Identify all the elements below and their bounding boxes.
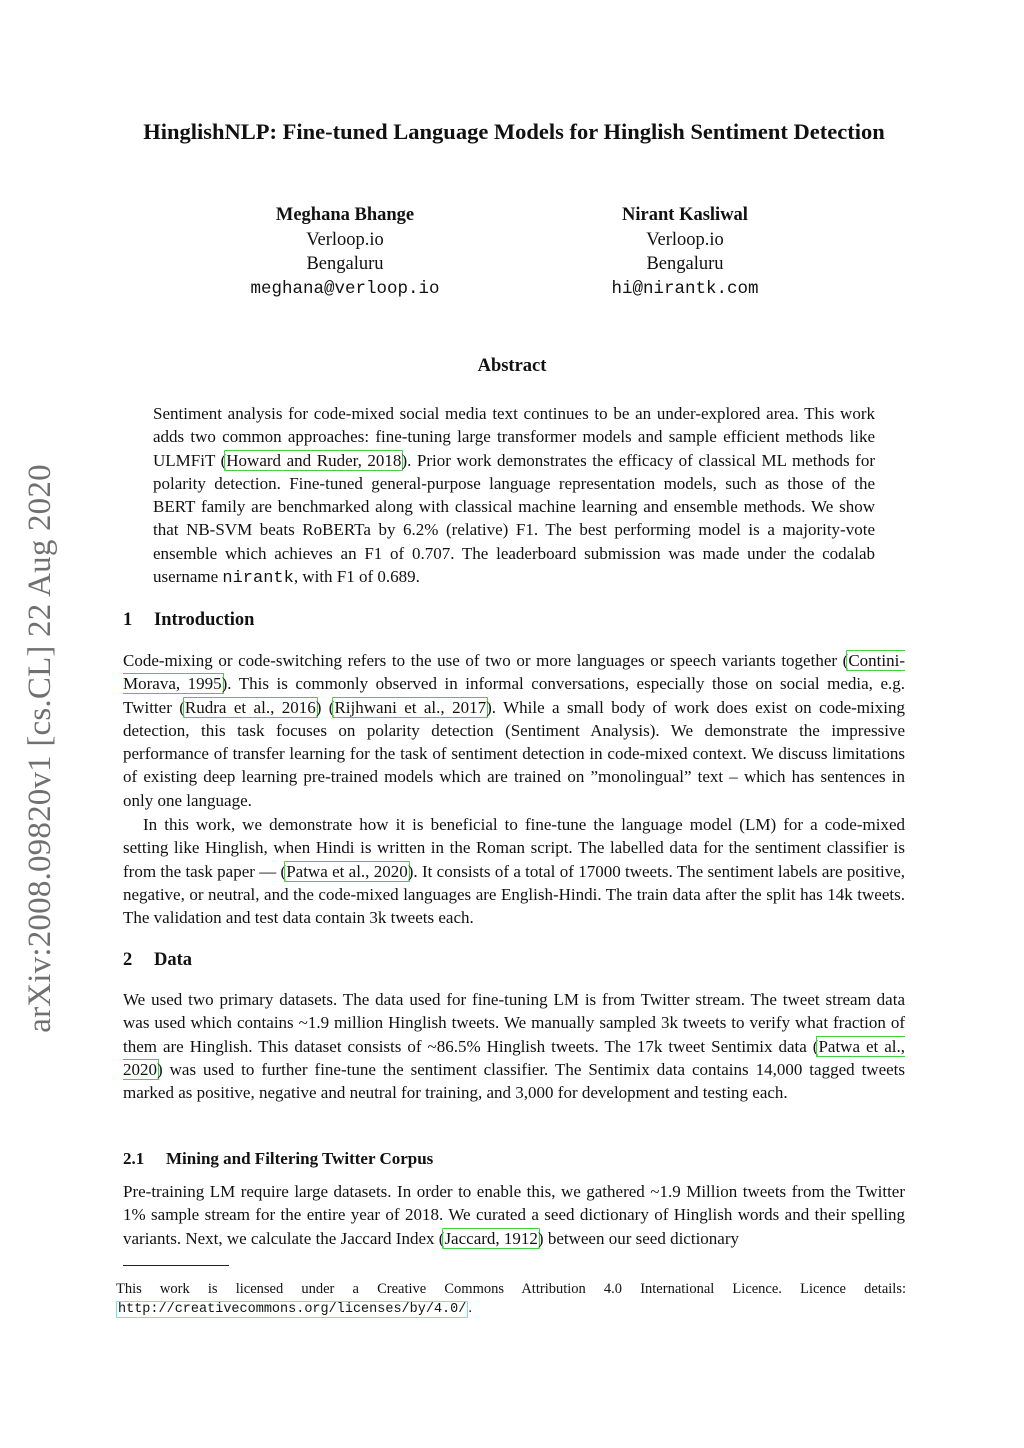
- citation-link[interactable]: Jaccard, 1912: [444, 1228, 538, 1248]
- section-title: Introduction: [154, 610, 255, 630]
- codalab-username: nirantk: [222, 569, 294, 589]
- citation-link[interactable]: Rudra et al., 2016: [184, 697, 316, 717]
- abstract-text: , with F1 of 0.689.: [293, 567, 420, 587]
- intro-paragraph-2: [123, 813, 905, 929]
- body-text: We used two primary datasets. The data used for fine-tuning LM is from Twitter stream. The tweet stream data was used which contains ~1.9 million Hinglish tweets. We manually sampled 3k tweets to verify what fraction of them are Hinglish. This dataset consists of ~86.5% Hinglish tweets. The 17k tweet Sentimix data (: [123, 990, 905, 1056]
- abstract-text: ). Prior work demonstrates the efficacy of classical ML methods for polarity detection. Fine-tuned general-purpose language representation models, such as those of the BERT family are benchmarked along with classical machine learning and ensemble methods. We show that NB-SVM beats RoBERTa by 6.2% (relative) F1. The best performing model is a majority-vote ensemble which achieves an F1 of 0.707. The leaderboard submission was made under the codalab username: [153, 450, 875, 587]
- data-paragraph-1: [123, 988, 905, 1104]
- body-text: ). While a small body of work does exist on code-mixing detection, this task focuses on polarity detection (Sentiment Analysis). We demonstrate the impressive performance of transfer learning for the task of sentiment detection in code-mixed context. We discuss limitations of existing deep learning pre-trained models which are trained on ”monolingual” text – which has sentences in only one language.: [123, 697, 905, 810]
- mining-paragraph-1: [123, 1180, 905, 1250]
- author-block-1: [195, 203, 495, 301]
- body-text: In this work, we demonstrate how it is beneficial to fine-tune the language model (LM) for a code-mixed setting like Hinglish, when Hindi is written in the Roman script. The labelled data for the sentiment classifier is from the task paper — (: [123, 815, 905, 881]
- author-city: Bengaluru: [646, 254, 724, 274]
- intro-paragraph-1: [123, 649, 905, 812]
- body-text: Code-mixing or code-switching refers to the use of two or more languages or speech variants together (: [123, 651, 849, 670]
- section-number: 1: [123, 610, 133, 630]
- footnote-text: This work is licensed under a Creative Commons Attribution 4.0 International Licence. Licence details:: [116, 1281, 906, 1297]
- author-name: Meghana Bhange: [275, 205, 415, 225]
- citation-link[interactable]: Patwa et al., 2020: [123, 1036, 905, 1079]
- author-affiliation: Verloop.io: [306, 229, 384, 250]
- author-affiliation: Verloop.io: [646, 229, 724, 250]
- footnote-text-end: .: [468, 1300, 472, 1316]
- subsection-number: 2.1: [123, 1149, 145, 1168]
- citation-link[interactable]: Rijhwani et al., 2017: [334, 697, 487, 717]
- body-text: ). This is commonly observed in informal conversations, especially those on social media, e.g. Twitter (: [123, 674, 905, 717]
- author-email[interactable]: meghana@verloop.io: [250, 278, 440, 299]
- abstract-text: Sentiment analysis for code-mixed social media text continues to be an under-explored area. This work adds two common approaches: fine-tuning large transformer models and sample efficient methods like ULMFiT (: [153, 404, 875, 470]
- subsection-title: Mining and Filtering Twitter Corpus: [166, 1149, 434, 1168]
- footnote-divider: [123, 1265, 229, 1266]
- subsection-heading-mining: [123, 1149, 433, 1169]
- body-text: ). It consists of a total of 17000 tweets. The sentiment labels are positive, negative, or neutral, and the code-mixed languages are English-Hindi. The train data after the split has 14k tweets. The validation and test data contain 3k tweets each.: [123, 861, 905, 928]
- license-url-link[interactable]: http://creativecommons.org/licenses/by/4.0/: [118, 1302, 467, 1317]
- abstract-heading: Abstract: [477, 356, 547, 376]
- body-text: ) was used to further fine-tune the sentiment classifier. The Sentimix data contains 14,000 tagged tweets marked as positive, negative and neutral for training, and 3,000 for development and testing each.: [123, 1059, 905, 1103]
- body-text: ) (: [315, 697, 335, 717]
- body-text: Pre-training LM require large datasets. In order to enable this, we gathered ~1.9 Million tweets from the Twitter 1% sample stream for the entire year of 2018. We curated a seed dictionary of Hinglish words and their spelling variants. Next, we calculate the Jaccard Index (: [123, 1182, 905, 1248]
- paper-title: HinglishNLP: Fine-tuned Language Models for Hinglish Sentiment Detection: [143, 119, 885, 144]
- abstract-body: [153, 402, 875, 590]
- license-footnote: [116, 1280, 906, 1319]
- author-name: Nirant Kasliwal: [622, 205, 748, 225]
- body-text: ) between our seed dictionary: [537, 1228, 739, 1248]
- arxiv-stamp: [18, 448, 62, 1048]
- author-block-2: [535, 203, 835, 301]
- arxiv-stamp-text: arXiv:2008.09820v1 [cs.CL] 22 Aug 2020: [21, 463, 58, 1033]
- section-heading-introduction: [123, 610, 254, 631]
- section-heading-data: [123, 950, 192, 971]
- author-email[interactable]: hi@nirantk.com: [611, 278, 759, 299]
- citation-link[interactable]: Patwa et al., 2020: [286, 861, 408, 881]
- citation-link[interactable]: Howard and Ruder, 2018: [226, 450, 402, 470]
- section-number: 2: [123, 950, 133, 970]
- author-city: Bengaluru: [306, 254, 384, 274]
- section-title: Data: [154, 950, 193, 970]
- citation-link[interactable]: Contini-Morava, 1995: [123, 651, 905, 694]
